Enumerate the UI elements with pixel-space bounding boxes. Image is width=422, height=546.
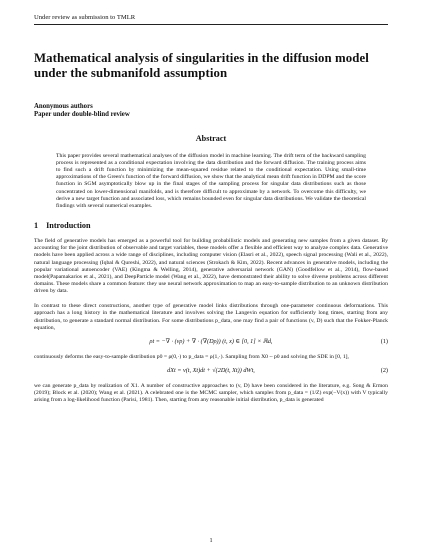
equation-1-body: ρt = −∇ · (vρ) + ∇ · (∇(Dρ)) (t, x) ∈ [0, 1] × ℝd, [149, 337, 273, 345]
section-heading [34, 221, 388, 230]
intro-paragraph-3: continuously deforms the easy-to-sample distribution p0 = ρ(0,·) to p_data = ρ(1,·). Sampling from X0 ~ p0 and solving the SDE in [0, 1], [34, 353, 349, 360]
section-title: Introduction [46, 221, 91, 231]
author-line: Anonymous authors [34, 103, 93, 110]
section-number: 1 [34, 221, 39, 231]
abstract-text: This paper provides several mathematical analyses of the diffusion model in machine learning. The drift term of the backward sampling process is represented as a conditional expectation involving the data distribution and the forward diffusion. The training process aims to find such a drift function by minimizing the mean-squared residue related to the conditional expectation. Using small-time approximations of the Green's function of the forward diffusion, we show that the analytical mean drift function in DDPM and the score function in SGM asymptotically blow up in the final stages of the sampling process for singular data distributions such as those concentrated on lower-dimensional manifolds, and is therefore difficult to approximate by a network. To overcome this difficulty, we derive a new target function and associated loss, which remains bounded even for singular data distributions. We validate the theoretical findings with several numerical examples. [56, 152, 366, 209]
page-number: 1 [209, 537, 213, 544]
intro-paragraph-2: In contrast to these direct constructions, another type of generative model links distributions through one-parameter continuous deformations. This approach has a long history in the mathematical literature and involves solving the Langevin equation for sufficiently long times, starting from any distribution, to generate a standard normal distribution. For some distributions p_data, one may find a pair of functions (v, D) such that the Fokker-Planck equation, [34, 303, 388, 331]
header-rule [34, 24, 388, 25]
author-block [34, 103, 388, 120]
equation-1-number: (1) [380, 337, 388, 345]
intro-paragraph-1: The field of generative models has emerged as a powerful tool for building probabilistic models and generating new samples from a given dataset. By accounting for the joint distribution of observable and target variables, these models offer a flexible and efficient way to analyze complex data. Generative models have been applied across a wide range of disciplines, including computer vision (Elasri et al., 2022), speech signal processing (Wali et al., 2022), natural language processing (Iqbal & Qureshi, 2022), and natural sciences (Strokach & Kim, 2022). Recent advances in generative models, including the popular variational autoencoder (VAE) (Kingma & Welling, 2014), generative adversarial network (GAN) (Goodfellow et al., 2014), flow-based model(Papamakarios et al., 2021), and DeepParticle model (Wang et al., 2022), have demonstrated their ability to solve diverse problems across different domains. These models share a common feature: they use neural network approximation to map an easy-to-sample distribution to an unknown distribution driven by data. [34, 238, 388, 295]
running-head: Under review as submission to TMLR [34, 14, 136, 21]
equation-2-body: dXt = v(t, Xt)dt + √(2D(t, Xt)) dWt, [167, 367, 255, 375]
abstract-heading: Abstract [195, 133, 227, 143]
paper-title: Mathematical analysis of singularities in the diffusion model under the submanifold assumption [34, 51, 369, 80]
intro-paragraph-4: we can generate p_data by realization of X1. A number of constructive approaches to (v, D) have been considered in the literature, e.g. Song & Ermon (2019); Block et al. (2020); Wang et al. (2021). A celebrated one is the MCMC sampler, which samples from p_data = (1/Z) exp(−V(x)) with V typically arising from a log-likelihood function (Parisi, 1981). Then, starting from any reasonable initial distribution, p_data is generated [34, 383, 388, 404]
equation-2-number: (2) [380, 367, 388, 375]
review-status-line: Paper under double-blind review [34, 111, 130, 119]
equation-1 [34, 338, 388, 348]
equation-2 [34, 367, 388, 377]
